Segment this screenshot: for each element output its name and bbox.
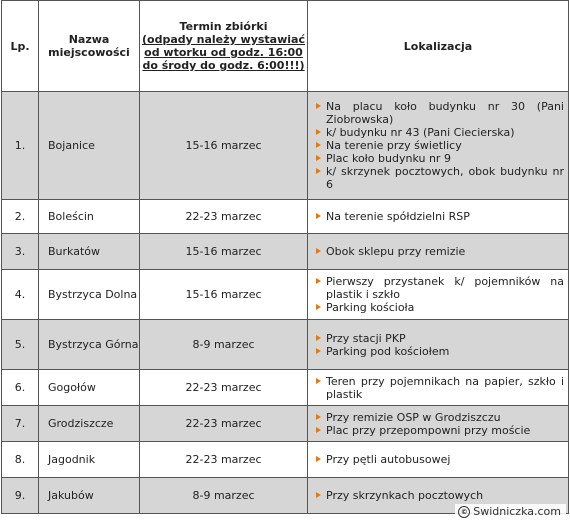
list-item [316, 489, 564, 502]
row-locations [308, 234, 569, 270]
list-item [316, 245, 564, 258]
location-text: Plac koło budynku nr 9 [326, 152, 451, 165]
location-text: Przy pętli autobusowej [326, 453, 451, 466]
row-locations [308, 270, 569, 320]
row-number: 4. [2, 270, 39, 320]
copyright-icon: © [458, 506, 470, 518]
table-row [2, 320, 569, 370]
table-row [2, 370, 569, 406]
row-collection-date: 22-23 marzec [140, 370, 308, 406]
row-collection-date: 22-23 marzec [140, 200, 308, 234]
list-item [316, 165, 564, 191]
location-list [316, 375, 564, 401]
row-number: 6. [2, 370, 39, 406]
bullet-arrow-icon [316, 248, 321, 254]
watermark [455, 504, 566, 519]
location-text: Na terenie przy świetlicy [326, 139, 462, 152]
location-list [316, 332, 564, 358]
collection-schedule-table [1, 0, 569, 514]
row-number: 8. [2, 442, 39, 478]
list-item [316, 126, 564, 139]
location-text: Na terenie spółdzielni RSP [326, 210, 470, 223]
bullet-arrow-icon [316, 103, 321, 109]
row-number: 5. [2, 320, 39, 370]
location-text: Obok sklepu przy remizie [326, 245, 466, 258]
bullet-arrow-icon [316, 335, 321, 341]
row-place-name: Jakubów [39, 478, 140, 514]
row-collection-date: 15-16 marzec [140, 92, 308, 200]
row-number: 7. [2, 406, 39, 442]
location-text: k/ budynku nr 43 (Pani Ciecierska) [326, 126, 515, 139]
bullet-arrow-icon [316, 348, 321, 354]
list-item [316, 332, 564, 345]
list-item [316, 424, 564, 437]
row-locations [308, 200, 569, 234]
bullet-arrow-icon [316, 278, 321, 284]
row-collection-date: 22-23 marzec [140, 442, 308, 478]
location-text: Parking pod kościołem [326, 344, 450, 358]
row-locations [308, 92, 569, 200]
list-item [316, 275, 564, 301]
bullet-arrow-icon [316, 213, 321, 219]
table-row [2, 92, 569, 200]
bullet-arrow-icon [316, 427, 321, 433]
list-item [316, 210, 564, 223]
bullet-arrow-icon [316, 142, 321, 148]
location-text: Pierwszy przystanek k/ pojemników na plastik i szkło [326, 275, 564, 301]
list-item [316, 375, 564, 401]
header-term-title: Termin zbiórki [179, 20, 268, 33]
location-list [316, 453, 564, 466]
header-name: Nazwa miejscowości [39, 1, 140, 92]
row-collection-date: 22-23 marzec [140, 406, 308, 442]
row-collection-date: 8-9 marzec [140, 478, 308, 514]
row-place-name: Bojanice [39, 92, 140, 200]
bullet-arrow-icon [316, 168, 321, 174]
bullet-arrow-icon [316, 456, 321, 462]
bullet-arrow-icon [316, 129, 321, 135]
location-list [316, 411, 564, 437]
location-text: Na placu koło budynku nr 30 (Pani Ziobrowska) [326, 100, 564, 126]
row-locations [308, 320, 569, 370]
row-place-name: Burkatów [39, 234, 140, 270]
location-text: Plac przy przepompowni przy moście [326, 423, 531, 437]
location-list [316, 275, 564, 314]
row-collection-date: 15-16 marzec [140, 234, 308, 270]
bullet-arrow-icon [316, 155, 321, 161]
location-text: Przy remizie OSP w Grodziszczu [326, 410, 501, 424]
location-text: Teren przy pojemnikach na papier, szkło i plastik [326, 374, 564, 401]
row-locations [308, 442, 569, 478]
row-number: 9. [2, 478, 39, 514]
list-item [316, 301, 564, 314]
row-place-name: Gogołów [39, 370, 140, 406]
row-number: 3. [2, 234, 39, 270]
row-collection-date: 8-9 marzec [140, 320, 308, 370]
row-locations [308, 370, 569, 406]
row-number: 1. [2, 92, 39, 200]
row-place-name: Grodziszcze [39, 406, 140, 442]
watermark-text: Swidniczka.com [473, 505, 561, 518]
header-row [2, 1, 569, 92]
bullet-arrow-icon [316, 414, 321, 420]
table-row [2, 270, 569, 320]
table-row [2, 200, 569, 234]
row-place-name: Bystrzyca Górna [39, 320, 140, 370]
header-term [140, 1, 308, 92]
table-row [2, 406, 569, 442]
table-row [2, 442, 569, 478]
location-text: Parking kościoła [326, 301, 415, 314]
list-item [316, 100, 564, 126]
row-place-name: Bystrzyca Dolna [39, 270, 140, 320]
list-item [316, 152, 564, 165]
header-term-note: (odpady należy wystawiać od wtorku od godz. 16:00 do środy do godz. 6:00!!!) [142, 33, 305, 72]
list-item [316, 345, 564, 358]
bullet-arrow-icon [316, 304, 321, 310]
table-row [2, 234, 569, 270]
location-text: k/ skrzynek pocztowych, obok budynku nr 6 [326, 165, 564, 191]
table-body [2, 92, 569, 514]
location-list [316, 489, 564, 502]
row-place-name: Jagodnik [39, 442, 140, 478]
row-place-name: Boleścin [39, 200, 140, 234]
location-list [316, 100, 564, 191]
row-collection-date: 15-16 marzec [140, 270, 308, 320]
header-lp: Lp. [2, 1, 39, 92]
list-item [316, 453, 564, 466]
location-list [316, 210, 564, 223]
location-list [316, 245, 564, 258]
row-locations [308, 406, 569, 442]
location-text: Przy skrzynkach pocztowych [326, 489, 484, 502]
bullet-arrow-icon [316, 378, 321, 384]
bullet-arrow-icon [316, 492, 321, 498]
list-item [316, 411, 564, 424]
location-text: Przy stacji PKP [326, 331, 406, 345]
list-item [316, 139, 564, 152]
row-number: 2. [2, 200, 39, 234]
header-location: Lokalizacja [308, 1, 569, 92]
